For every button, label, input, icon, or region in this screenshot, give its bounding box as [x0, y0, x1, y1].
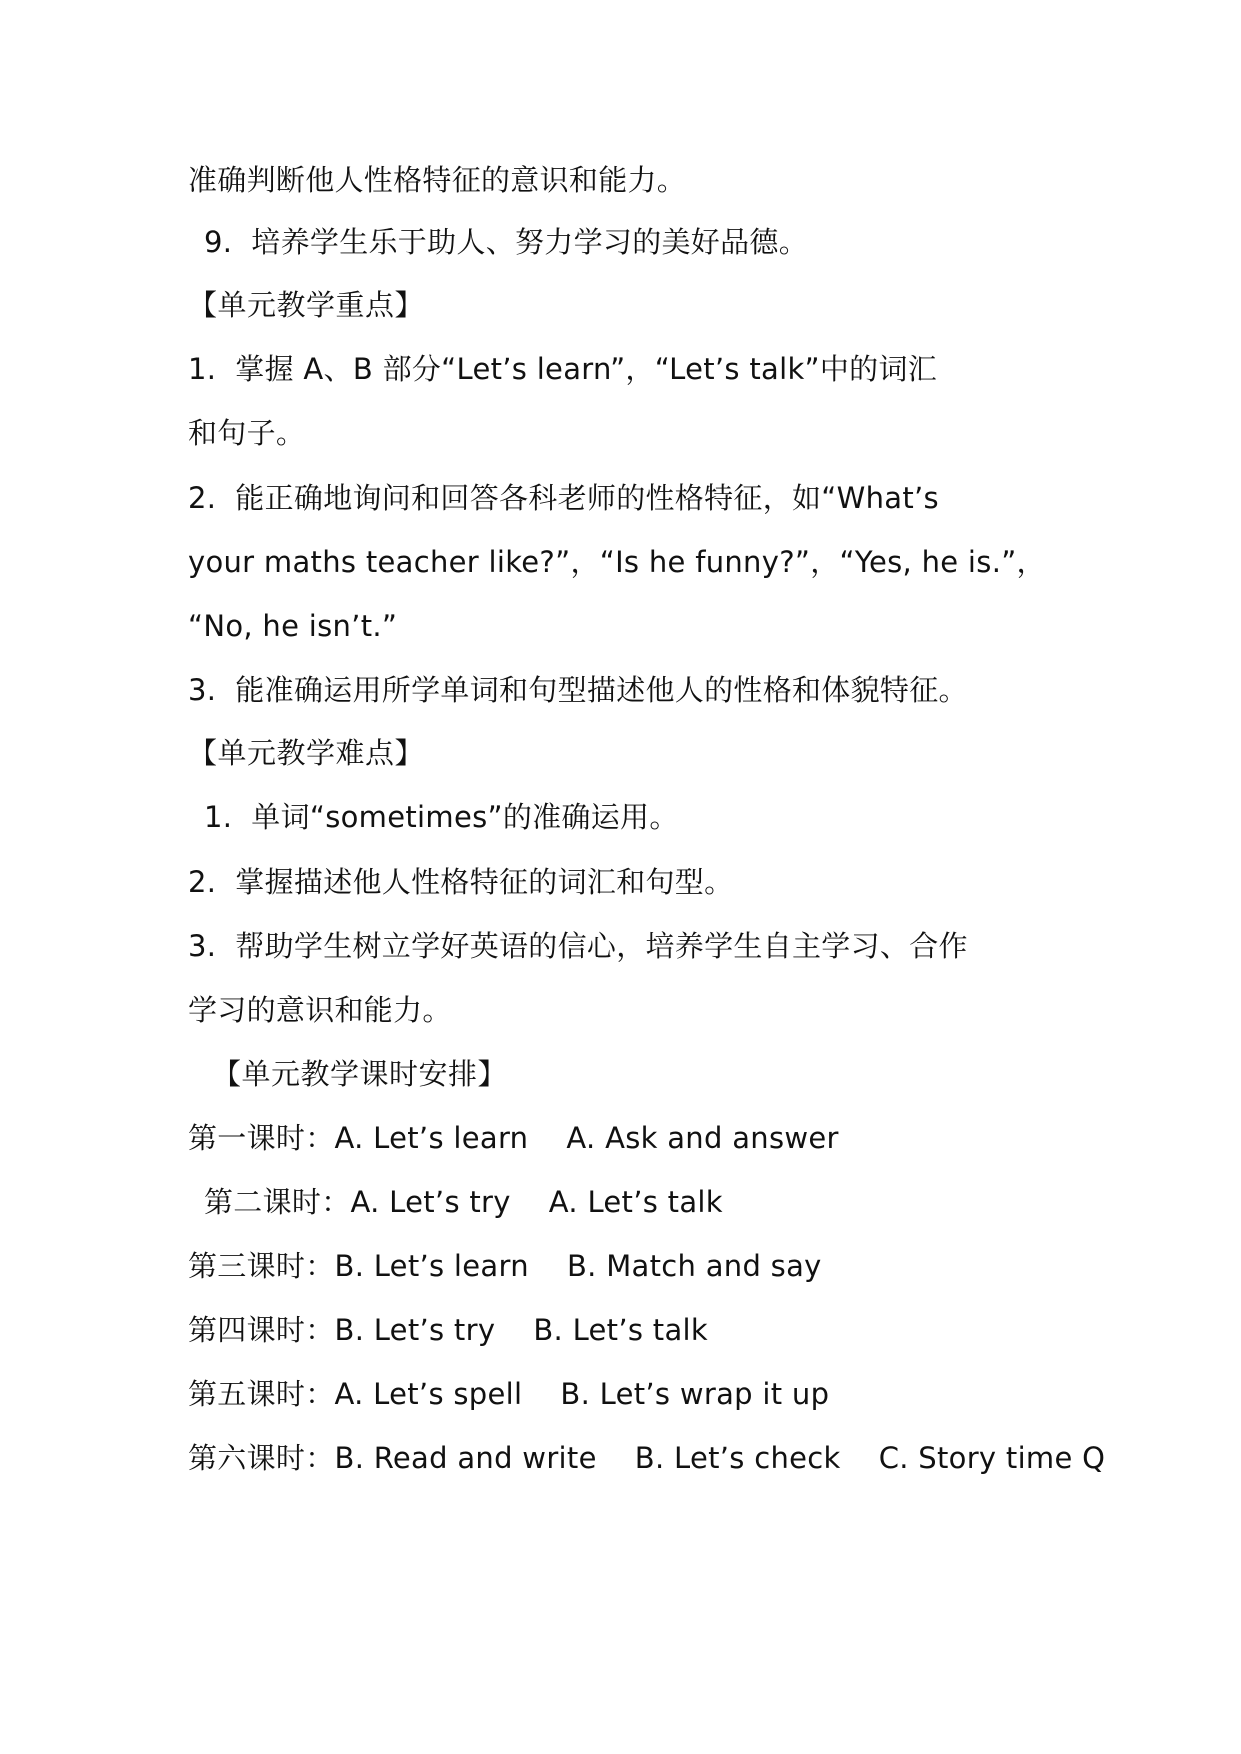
paragraph-line: 准确判断他人性格特征的意识和能力。: [188, 163, 687, 197]
schedule-line-4: 第四课时：B. Let’s try B. Let’s talk: [188, 1313, 708, 1347]
schedule-line-1: 第一课时：A. Let’s learn A. Ask and answer: [188, 1121, 839, 1155]
paragraph-line: 和句子。: [188, 416, 306, 450]
list-item-difficulty-3: 3. 帮助学生树立学好英语的信心，培养学生自主学习、合作: [188, 929, 968, 963]
schedule-line-6: 第六课时：B. Read and write B. Let’s check C. Story time Q: [188, 1441, 1106, 1475]
list-item-goal-9: 9. 培养学生乐于助人、努力学习的美好品德。: [204, 225, 809, 259]
schedule-line-5: 第五课时：A. Let’s spell B. Let’s wrap it up: [188, 1377, 830, 1411]
section-heading-difficulties: 【单元教学难点】: [188, 736, 425, 770]
schedule-line-2: 第二课时：A. Let’s try A. Let’s talk: [204, 1185, 723, 1219]
paragraph-line: your maths teacher like?”，“Is he funny?”，“Yes, he is.”，: [188, 545, 1046, 579]
paragraph-line: 学习的意识和能力。: [188, 993, 452, 1027]
list-item-difficulty-2: 2. 掌握描述他人性格特征的词汇和句型。: [188, 865, 734, 899]
list-item-key-point-1: 1. 掌握 A、B 部分“Let’s learn”，“Let’s talk”中的词汇: [188, 352, 938, 386]
list-item-key-point-3: 3. 能准确运用所学单词和句型描述他人的性格和体貌特征。: [188, 673, 968, 707]
list-item-difficulty-1: 1. 单词“sometimes”的准确运用。: [204, 800, 679, 834]
paragraph-line: “No, he isn’t.”: [188, 609, 398, 643]
section-heading-schedule: 【单元教学课时安排】: [212, 1057, 508, 1091]
schedule-line-3: 第三课时：B. Let’s learn B. Match and say: [188, 1249, 822, 1283]
section-heading-key-points: 【单元教学重点】: [188, 288, 425, 322]
list-item-key-point-2: 2. 能正确地询问和回答各科老师的性格特征，如“What’s: [188, 481, 939, 515]
